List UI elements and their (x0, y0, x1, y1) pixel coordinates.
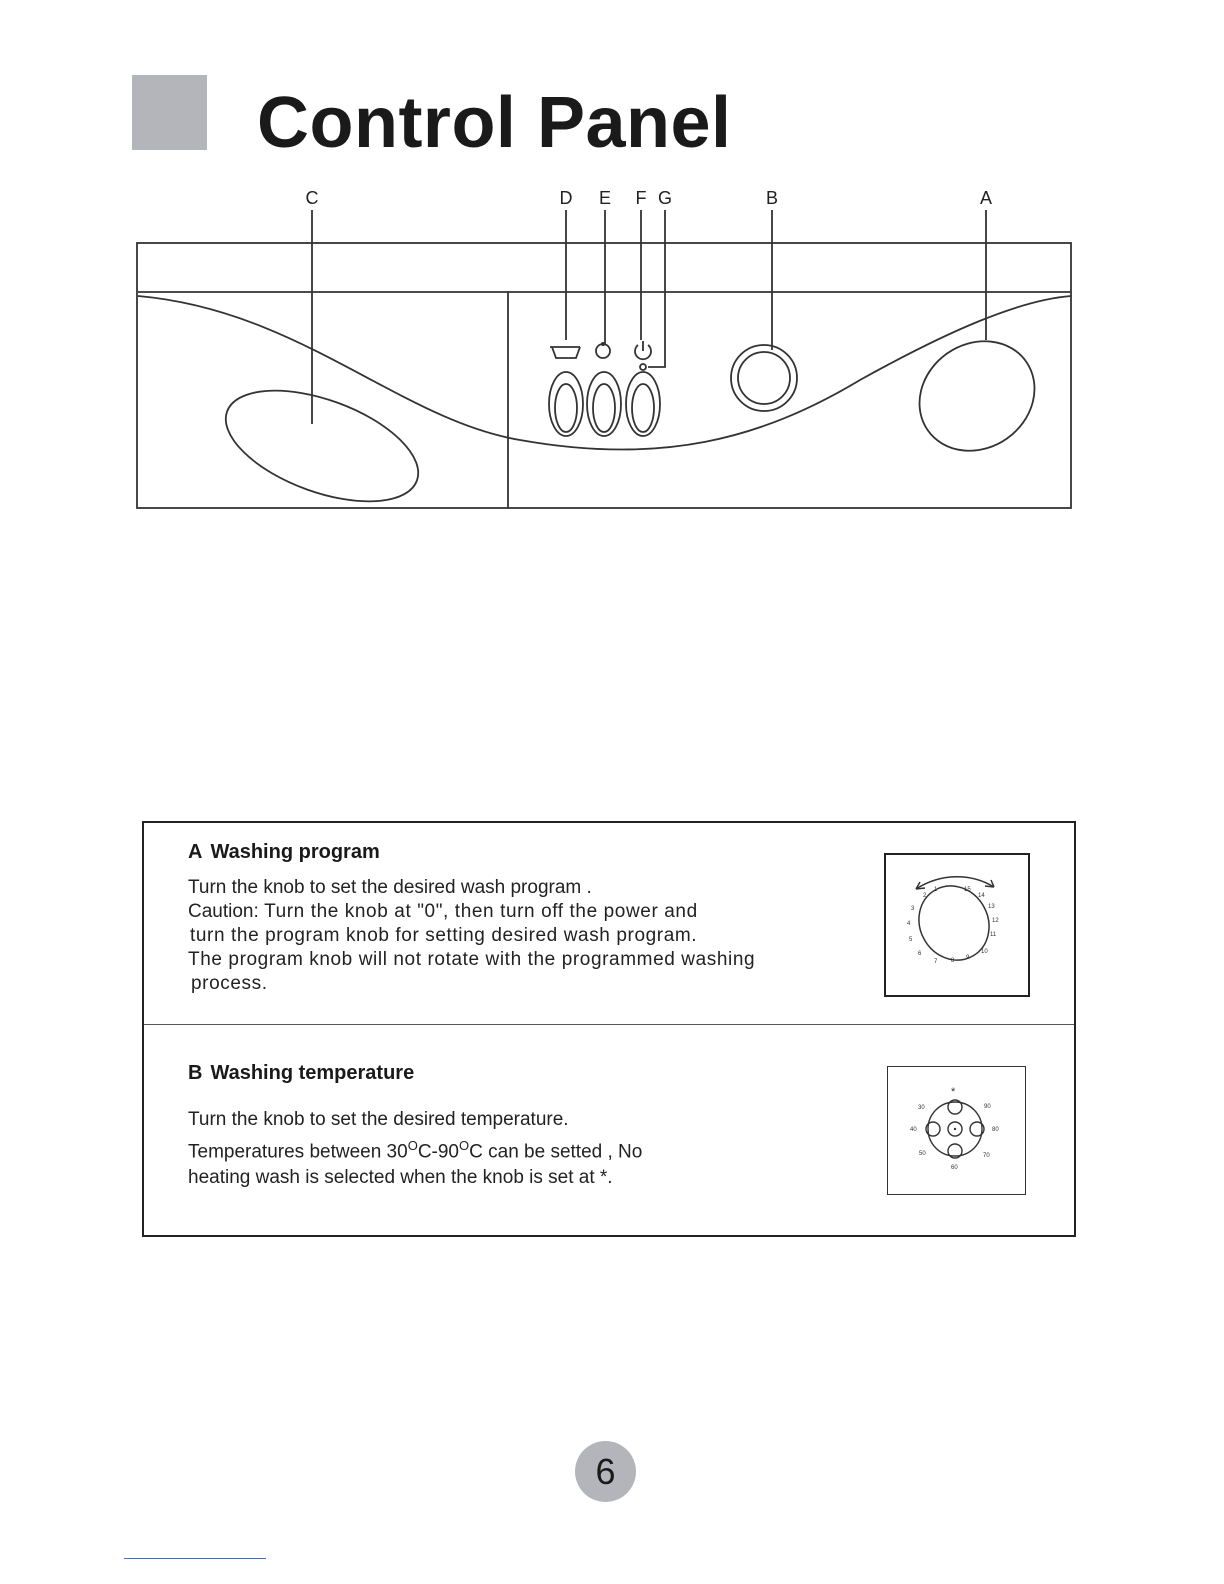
temperature-knob-b-inner (738, 352, 790, 404)
detergent-drawer-outline (138, 292, 508, 508)
dial-b-50: 50 (919, 1151, 926, 1157)
dial-b-70: 70 (983, 1153, 990, 1159)
control-panel-diagram (0, 180, 1224, 520)
callout-a: A (979, 188, 993, 208)
power-icon (635, 341, 651, 359)
dial-a-num-11: 11 (990, 932, 997, 938)
footer-rule (124, 1558, 266, 1559)
drawer-handle-c (211, 368, 432, 520)
callout-g: G (657, 188, 673, 208)
dial-a-num-10: 10 (981, 949, 988, 955)
button-e-inner (593, 384, 615, 432)
program-dial-illustration (884, 853, 1030, 997)
program-dial-svg (886, 855, 1028, 995)
section-b-heading (188, 1062, 414, 1085)
dial-b-80: 80 (992, 1127, 999, 1133)
callout-d: D (559, 188, 573, 208)
section-b-line-1: Turn the knob to set the desired temperature. (188, 1109, 569, 1130)
panel-outline (137, 243, 1071, 508)
callout-b: B (765, 188, 779, 208)
page-number-badge: 6 (575, 1441, 636, 1502)
dial-a-num-12: 12 (992, 918, 999, 924)
temperature-dial-svg (888, 1067, 1025, 1194)
button-f-inner (632, 384, 654, 432)
section-b-line-2: Temperatures between $30^OC-90^OC$ can be setted , No (188, 1138, 643, 1163)
section-a-title: Washing program (210, 841, 380, 863)
dial-b-60: 60 (951, 1165, 958, 1171)
button-d-inner (555, 384, 577, 432)
dial-a-num-1: 1 (934, 887, 938, 893)
callout-c: C (305, 188, 319, 208)
section-a-letter: A (188, 841, 203, 863)
leader-g (648, 210, 665, 367)
section-a-caution-text: Turn the knob at "0", then turn off the power and (264, 901, 698, 922)
prewash-tub-icon (550, 347, 580, 358)
dial-b-star: * (951, 1086, 956, 1098)
dial-a-num-15: 15 (964, 887, 971, 893)
dial-a-num-5: 5 (909, 937, 913, 943)
dial-a-num-13: 13 (988, 904, 995, 910)
section-a-body (188, 876, 848, 996)
section-a-caution-label: Caution: (188, 901, 259, 922)
dial-a-num-6: 6 (918, 951, 922, 957)
page-title: Control Panel (257, 83, 732, 163)
section-b-letter: B (188, 1062, 203, 1084)
description-table (142, 821, 1076, 1237)
callout-e: E (598, 188, 612, 208)
section-a-line-1: Turn the knob to set the desired wash program . (188, 877, 592, 898)
button-d-outer (549, 372, 583, 436)
dial-a-num-2: 2 (923, 893, 927, 899)
program-knob-a (898, 319, 1056, 473)
dial-a-num-3: 3 (911, 906, 915, 912)
dial-b-40: 40 (910, 1127, 917, 1133)
section-a-heading (188, 841, 380, 864)
temperature-dial-illustration (887, 1066, 1026, 1195)
dial-a-num-14: 14 (978, 893, 985, 899)
dial-a-num-8: 8 (951, 958, 955, 964)
callout-f: F (635, 188, 647, 208)
section-b-title: Washing temperature (210, 1062, 415, 1084)
dial-b-90: 90 (984, 1104, 991, 1110)
section-a-line-5: process. (191, 973, 268, 994)
section-divider (144, 1024, 1074, 1025)
button-f-outer (626, 372, 660, 436)
title-marker-square (132, 75, 207, 150)
start-pause-icon (596, 344, 610, 358)
section-b-body (188, 1107, 828, 1191)
section-a-line-4: The program knob will not rotate with the programmed washing (188, 949, 756, 970)
section-a-line-3: turn the program knob for setting desired wash program. (190, 925, 698, 946)
dial-b-30: 30 (918, 1105, 925, 1111)
dial-a-num-4: 4 (907, 921, 911, 927)
dial-a-num-7: 7 (934, 959, 938, 965)
button-e-outer (587, 372, 621, 436)
temperature-knob-b-outer (731, 345, 797, 411)
section-b-line-3: heating wash is selected when the knob is set at *. (188, 1167, 613, 1189)
power-indicator-light-g (640, 364, 646, 370)
dial-a-num-9: 9 (966, 955, 970, 961)
